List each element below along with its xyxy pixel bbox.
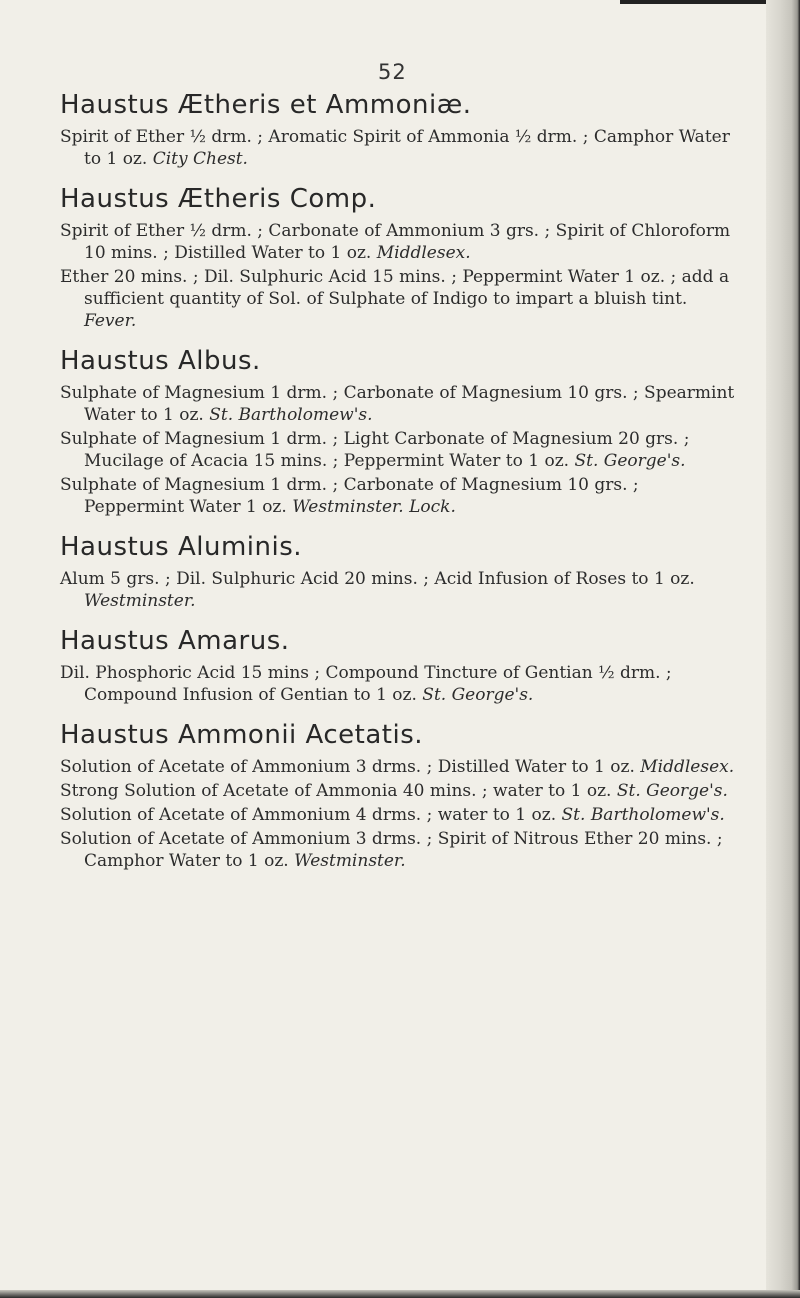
formula-source: Westminster. bbox=[84, 591, 196, 611]
formula-text bbox=[60, 474, 740, 518]
formula-text bbox=[60, 126, 740, 170]
formula-ingredients: Spirit of Ether ½ drm. ; Carbonate of Ammonium 3 grs. ; Spirit of Chloroform 10 mins. ; Distilled Water to 1 oz. bbox=[60, 221, 731, 263]
formula-ingredients: Solution of Acetate of Ammonium 4 drms. ; water to 1 oz. bbox=[60, 805, 557, 825]
formula-source: Westminster. bbox=[294, 851, 406, 871]
formula-ingredients: Alum 5 grs. ; Dil. Sulphuric Acid 20 mins. ; Acid Infusion of Roses to 1 oz. bbox=[60, 569, 695, 589]
formula-source: Middlesex. bbox=[376, 243, 471, 263]
formula-text bbox=[60, 828, 740, 872]
page-bottom-edge bbox=[0, 1290, 800, 1298]
formula-text bbox=[60, 266, 740, 332]
formula-entry bbox=[60, 346, 740, 518]
formula-source: St. George's. bbox=[574, 451, 686, 471]
formula-source: St. George's. bbox=[616, 781, 728, 801]
formula-source: St. George's. bbox=[422, 685, 534, 705]
page-number: 52 bbox=[378, 60, 407, 84]
formula-ingredients: Sulphate of Magnesium 1 drm. ; Carbonate of Magnesium 10 grs. ; Peppermint Water 1 oz. bbox=[60, 475, 639, 517]
formula-source: Westminster. Lock. bbox=[292, 497, 456, 517]
formula-source: St. Bartholomew's. bbox=[209, 405, 373, 425]
formula-source: City Chest. bbox=[152, 149, 248, 169]
formula-text bbox=[60, 428, 740, 472]
formula-ingredients: Solution of Acetate of Ammonium 3 drms. ; Distilled Water to 1 oz. bbox=[60, 757, 635, 777]
formula-text bbox=[60, 756, 740, 778]
formula-ingredients: Spirit of Ether ½ drm. ; Aromatic Spirit of Ammonia ½ drm. ; Camphor Water to 1 oz. bbox=[60, 127, 730, 169]
entry-title: Haustus Ætheris et Ammoniæ. bbox=[60, 90, 472, 120]
formula-source: Fever. bbox=[84, 311, 137, 331]
formula-text bbox=[60, 804, 740, 826]
entry-title: Haustus Amarus. bbox=[60, 626, 290, 656]
formula-source: Middlesex. bbox=[640, 757, 735, 777]
entry-title: Haustus Ætheris Comp. bbox=[60, 184, 377, 214]
formulary-content bbox=[60, 90, 740, 886]
formula-entry bbox=[60, 184, 740, 332]
entry-title: Haustus Albus. bbox=[60, 346, 261, 376]
formula-ingredients: Sulphate of Magnesium 1 drm. ; Light Carbonate of Magnesium 20 grs. ; Mucilage of Acacia 15 mins. ; Peppermint Water to 1 oz. bbox=[60, 429, 690, 471]
formula-entry bbox=[60, 532, 740, 612]
formula-entry bbox=[60, 626, 740, 706]
page-binding-edge bbox=[766, 0, 800, 1298]
entry-title: Haustus Ammonii Acetatis. bbox=[60, 720, 424, 750]
formula-entry bbox=[60, 90, 740, 170]
formula-ingredients: Ether 20 mins. ; Dil. Sulphuric Acid 15 mins. ; Peppermint Water 1 oz. ; add a sufficient quantity of Sol. of Sulphate of Indigo to impart a bluish tint. bbox=[60, 267, 730, 309]
formula-source: St. Bartholomew's. bbox=[561, 805, 725, 825]
formula-text bbox=[60, 780, 740, 802]
formula-ingredients: Dil. Phosphoric Acid 15 mins ; Compound Tincture of Gentian ½ drm. ; Compound Infusion of Gentian to 1 oz. bbox=[60, 663, 672, 705]
formula-ingredients: Sulphate of Magnesium 1 drm. ; Carbonate of Magnesium 10 grs. ; Spearmint Water to 1 oz. bbox=[60, 383, 735, 425]
formula-text bbox=[60, 382, 740, 426]
formula-text bbox=[60, 662, 740, 706]
formula-ingredients: Strong Solution of Acetate of Ammonia 40 mins. ; water to 1 oz. bbox=[60, 781, 612, 801]
formula-ingredients: Solution of Acetate of Ammonium 3 drms. ; Spirit of Nitrous Ether 20 mins. ; Camphor Water to 1 oz. bbox=[60, 829, 723, 871]
entry-title: Haustus Aluminis. bbox=[60, 532, 303, 562]
formula-text bbox=[60, 568, 740, 612]
formula-entry bbox=[60, 720, 740, 872]
formula-text bbox=[60, 220, 740, 264]
